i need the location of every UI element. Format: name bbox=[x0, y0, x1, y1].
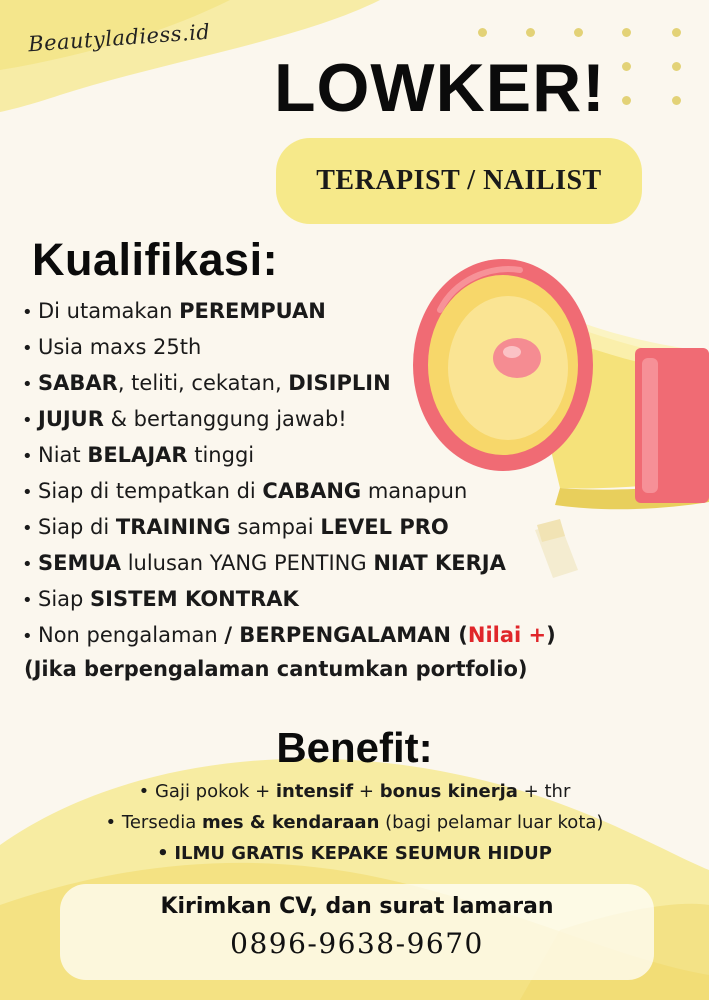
benefit-item: • Tersedia mes & kendaraan (bagi pelamar luar kota) bbox=[105, 812, 604, 833]
dot bbox=[672, 28, 681, 37]
qualification-item: • Siap di TRAINING sampai LEVEL PRO bbox=[22, 515, 449, 539]
qualification-item: • Di utamakan PEREMPUAN bbox=[22, 299, 326, 323]
qualification-item: • JUJUR & bertanggung jawab! bbox=[22, 407, 347, 431]
qualification-item: • Non pengalaman / BERPENGALAMAN (Nilai +) bbox=[22, 623, 556, 647]
contact-instruction: Kirimkan CV, dan surat lamaran bbox=[160, 894, 554, 919]
dot bbox=[574, 28, 583, 37]
brand-logo: Beautyladiess.id bbox=[27, 19, 212, 57]
qualification-item: • SABAR, teliti, cekatan, DISIPLIN bbox=[22, 371, 391, 395]
dot bbox=[622, 28, 631, 37]
qualifications-heading: Kualifikasi: bbox=[32, 234, 279, 285]
qualification-item: • Siap di tempatkan di CABANG manapun bbox=[22, 479, 468, 503]
dot bbox=[672, 96, 681, 105]
job-position-label: TERAPIST / NAILIST bbox=[316, 165, 602, 196]
portfolio-note: (Jika berpengalaman cantumkan portfolio) bbox=[24, 657, 528, 681]
dot bbox=[478, 28, 487, 37]
dot bbox=[622, 62, 631, 71]
benefits-list bbox=[0, 776, 709, 869]
dot bbox=[526, 28, 535, 37]
benefits-heading: Benefit: bbox=[276, 724, 433, 771]
qualification-item: • Niat BELAJAR tinggi bbox=[22, 443, 255, 467]
qualifications-list bbox=[22, 293, 662, 653]
qualification-item: • Siap SISTEM KONTRAK bbox=[22, 587, 299, 611]
contact-box bbox=[60, 884, 654, 980]
highlight-text: Nilai + bbox=[467, 623, 547, 647]
qualification-item: • Usia maxs 25th bbox=[22, 335, 202, 359]
dot bbox=[622, 96, 631, 105]
benefit-item: • ILMU GRATIS KEPAKE SEUMUR HIDUP bbox=[157, 843, 552, 864]
benefit-item: • Gaji pokok + intensif + bonus kinerja + thr bbox=[138, 781, 571, 802]
dot bbox=[672, 62, 681, 71]
qualification-item: • SEMUA lulusan YANG PENTING NIAT KERJA bbox=[22, 551, 506, 575]
job-position-badge bbox=[276, 138, 642, 224]
phone-number[interactable]: 0896-9638-9670 bbox=[230, 927, 484, 960]
page-title: LOWKER! bbox=[274, 50, 606, 126]
